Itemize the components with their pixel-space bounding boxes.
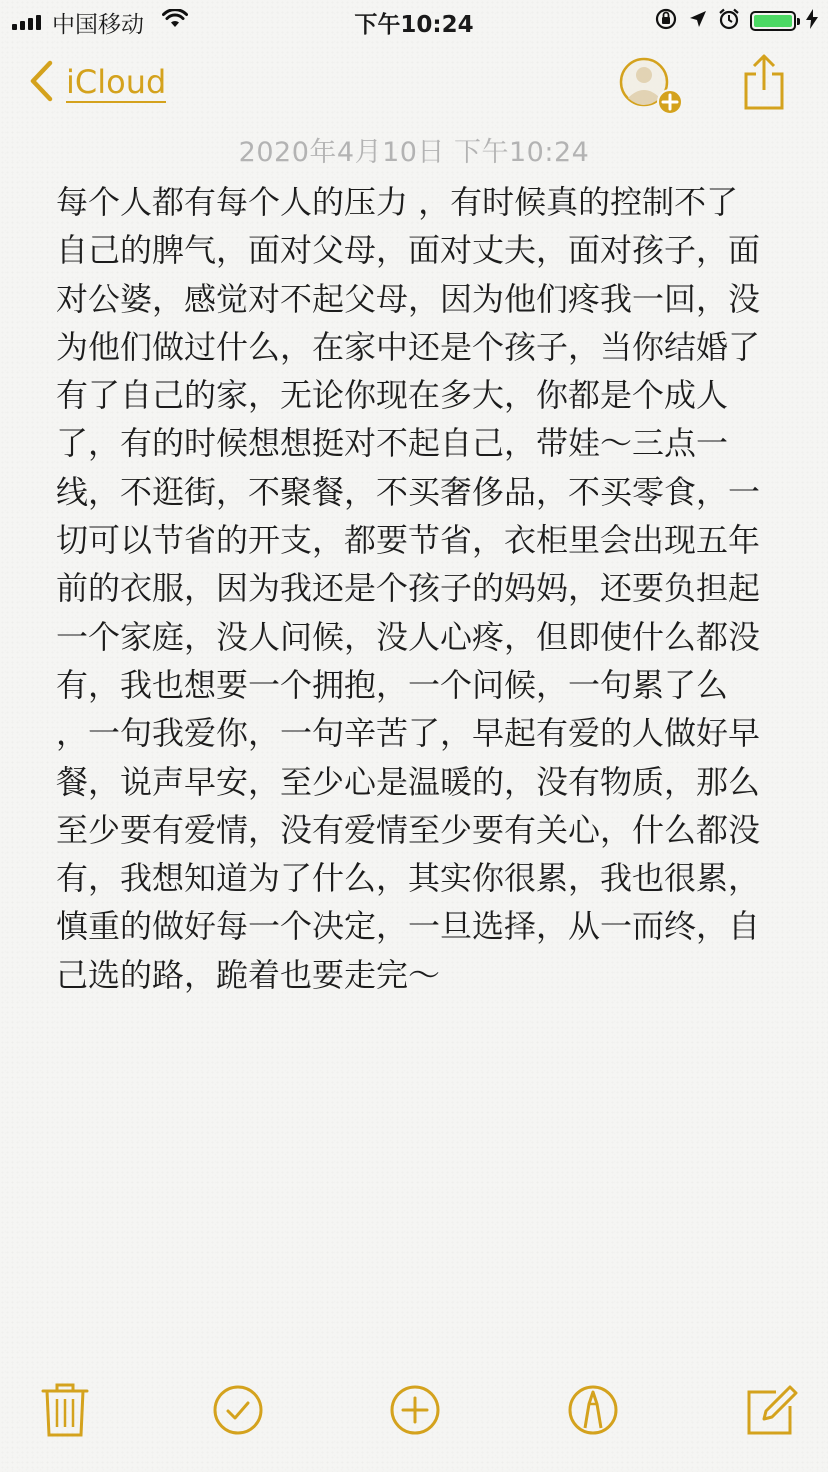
- note-body[interactable]: 每个人都有每个人的压力 ，有时候真的控制不了自己的脾气，面对父母，面对丈夫，面对孩子，面对公婆，感觉对不起父母，因为他们疼我一回，没为他们做过什么，在家中还是个孩子，当你结婚了有了自己的家，无论你现在多大，你都是个成人了，有的时候想想挺对不起自己，带娃～三点一线，不逛街，不聚餐，不买奢侈品，不买零食，一切可以节省的开支，都要节省，衣柜里会出现五年前的衣服，因为我还是个孩子的妈妈，还要负担起一个家庭，没人问候，没人心疼，但即使什么都没有，我也想要一个拥抱，一个问候，一句累了么 ，一句我爱你，一句辛苦了，早起有爱的人做好早餐，说声早安，至少心是温暖的，没有物质，那么至少要有爱情，没有爱情至少要有关心，什么都没有，我想知道为了什么，其实你很累，我也很累，慎重的做好每一个决定，一旦选择，从一而终，自己选的路，跪着也要走完～: [56, 183, 761, 994]
- note-date: 2020年4月10日 下午10:24: [238, 137, 590, 168]
- share-button[interactable]: [742, 54, 786, 110]
- navigation-bar: [0, 48, 828, 128]
- status-bar: [0, 0, 828, 40]
- compose-button[interactable]: [744, 1382, 800, 1438]
- back-label: iCloud: [66, 63, 167, 101]
- location-icon: [688, 9, 708, 33]
- add-people-icon: [618, 101, 684, 120]
- share-icon: [742, 95, 786, 114]
- alarm-icon: [718, 8, 740, 34]
- bottom-toolbar: [0, 1372, 828, 1472]
- carrier-label: 中国移动: [52, 12, 144, 38]
- add-button[interactable]: [387, 1382, 443, 1438]
- markup-button[interactable]: [565, 1382, 621, 1438]
- back-button[interactable]: [28, 60, 166, 106]
- battery-icon: [750, 11, 796, 31]
- trash-icon: [40, 1382, 96, 1438]
- status-time: 下午10:24: [354, 12, 474, 38]
- checklist-icon: [210, 1382, 266, 1438]
- orientation-lock-icon: [654, 7, 678, 35]
- checklist-button[interactable]: [210, 1382, 266, 1438]
- compose-icon: [744, 1382, 800, 1438]
- charging-icon: [806, 9, 818, 33]
- markup-icon: [565, 1382, 621, 1438]
- chevron-left-icon: [28, 60, 54, 106]
- delete-button[interactable]: [40, 1382, 96, 1438]
- add-people-button[interactable]: [618, 56, 684, 116]
- add-icon: [387, 1382, 443, 1438]
